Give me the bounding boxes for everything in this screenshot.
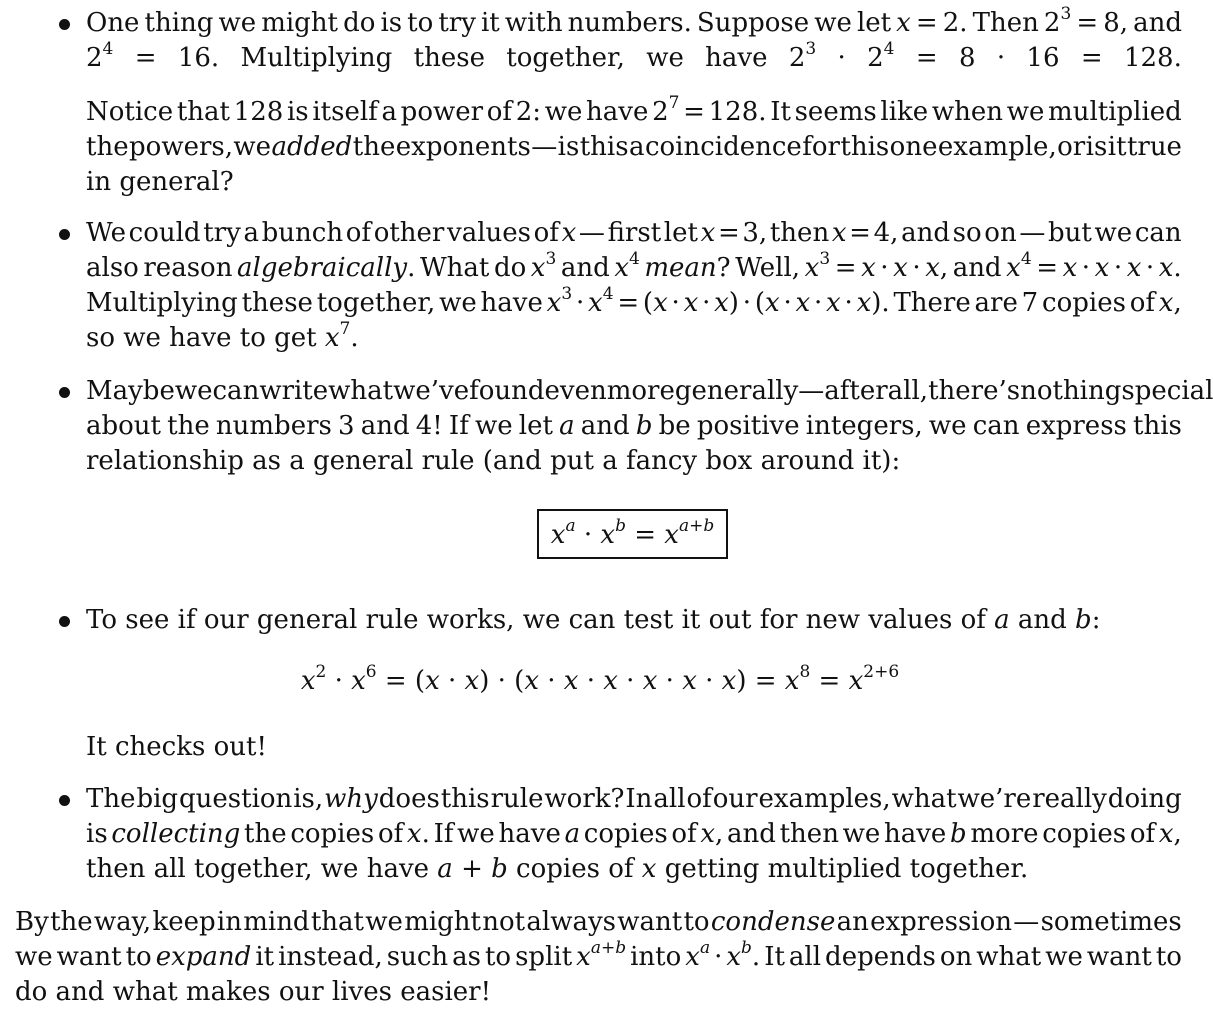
text-line: To see if our general rule works, we can test it out for new values of a and b: bbox=[86, 605, 1101, 635]
text-line: One thing we might do is to try it with numbers. Suppose we let x = 2. Then $2^3$ = 8, and bbox=[86, 4, 1182, 38]
text-line: also reason algebraically. What do $x^3$ and $x^4$ mean? Well, $x^3$ = x · x · x, and $x^4$ = x · x · x · x. bbox=[86, 249, 1182, 283]
text-line: so we have to get $x^7$. bbox=[86, 319, 359, 353]
text-line: By the way, keep in mind that we might not always want to condense an expression — sometimes bbox=[15, 907, 1182, 937]
text-line: in general? bbox=[86, 167, 234, 197]
bullet-dot-icon bbox=[59, 19, 70, 30]
bullet-dot-icon bbox=[59, 795, 70, 806]
text-line: we want to expand it instead, such as to split $x^{a+b}$ into $x^a$ · $x^b$. It all depends on what we want to bbox=[15, 938, 1182, 972]
text-line: then all together, we have a + b copies of x getting multiplied together. bbox=[86, 854, 1029, 884]
display-equation: $x^2 \cdot x^6 = (x \cdot x) \cdot (x \cdot x \cdot x \cdot x \cdot x \cdot x) = x^8 = x^{2+6}$ bbox=[300, 662, 900, 696]
text-line: $2^4$ = 16. Multiplying these together, we have $2^3$ · $2^4$ = 8 · 16 = 128. bbox=[86, 39, 1182, 73]
bullet-dot-icon bbox=[59, 616, 70, 627]
boxed-rule-equation: $x^a \cdot x^b = x^{a+b}$ bbox=[537, 509, 728, 559]
text-line: about the numbers 3 and 4! If we let a and b be positive integers, we can express this bbox=[86, 411, 1182, 441]
text-line-checks-out: It checks out! bbox=[86, 732, 267, 762]
text-line: is collecting the copies of x. If we have a copies of x, and then we have b more copies of x, bbox=[86, 819, 1182, 849]
text-line: Multiplying these together, we have $x^3$ · $x^4$ = (x · x · x) · (x · x · x · x). There are 7 copies of x, bbox=[86, 284, 1182, 318]
bullet-dot-icon bbox=[59, 387, 70, 398]
text-line: Notice that 128 is itself a power of 2: we have $2^7$ = 128. It seems like when we multiplied bbox=[86, 93, 1182, 127]
text-line: do and what makes our lives easier! bbox=[15, 977, 492, 1007]
text-line: Maybe we can write what we’ve found even more generally — after all, there’s nothing special bbox=[86, 376, 1213, 406]
text-line: the powers, we added the exponents — is this a coincidence for this one example, or is it true bbox=[86, 132, 1182, 162]
bullet-dot-icon bbox=[59, 229, 70, 240]
text-line: relationship as a general rule (and put a fancy box around it): bbox=[86, 446, 901, 476]
text-line: We could try a bunch of other values of x — first let x = 3, then x = 4, and so on — but we can bbox=[86, 218, 1182, 248]
text-line: The big question is, why does this rule work? In all of our examples, what we’re really doing bbox=[86, 784, 1182, 814]
